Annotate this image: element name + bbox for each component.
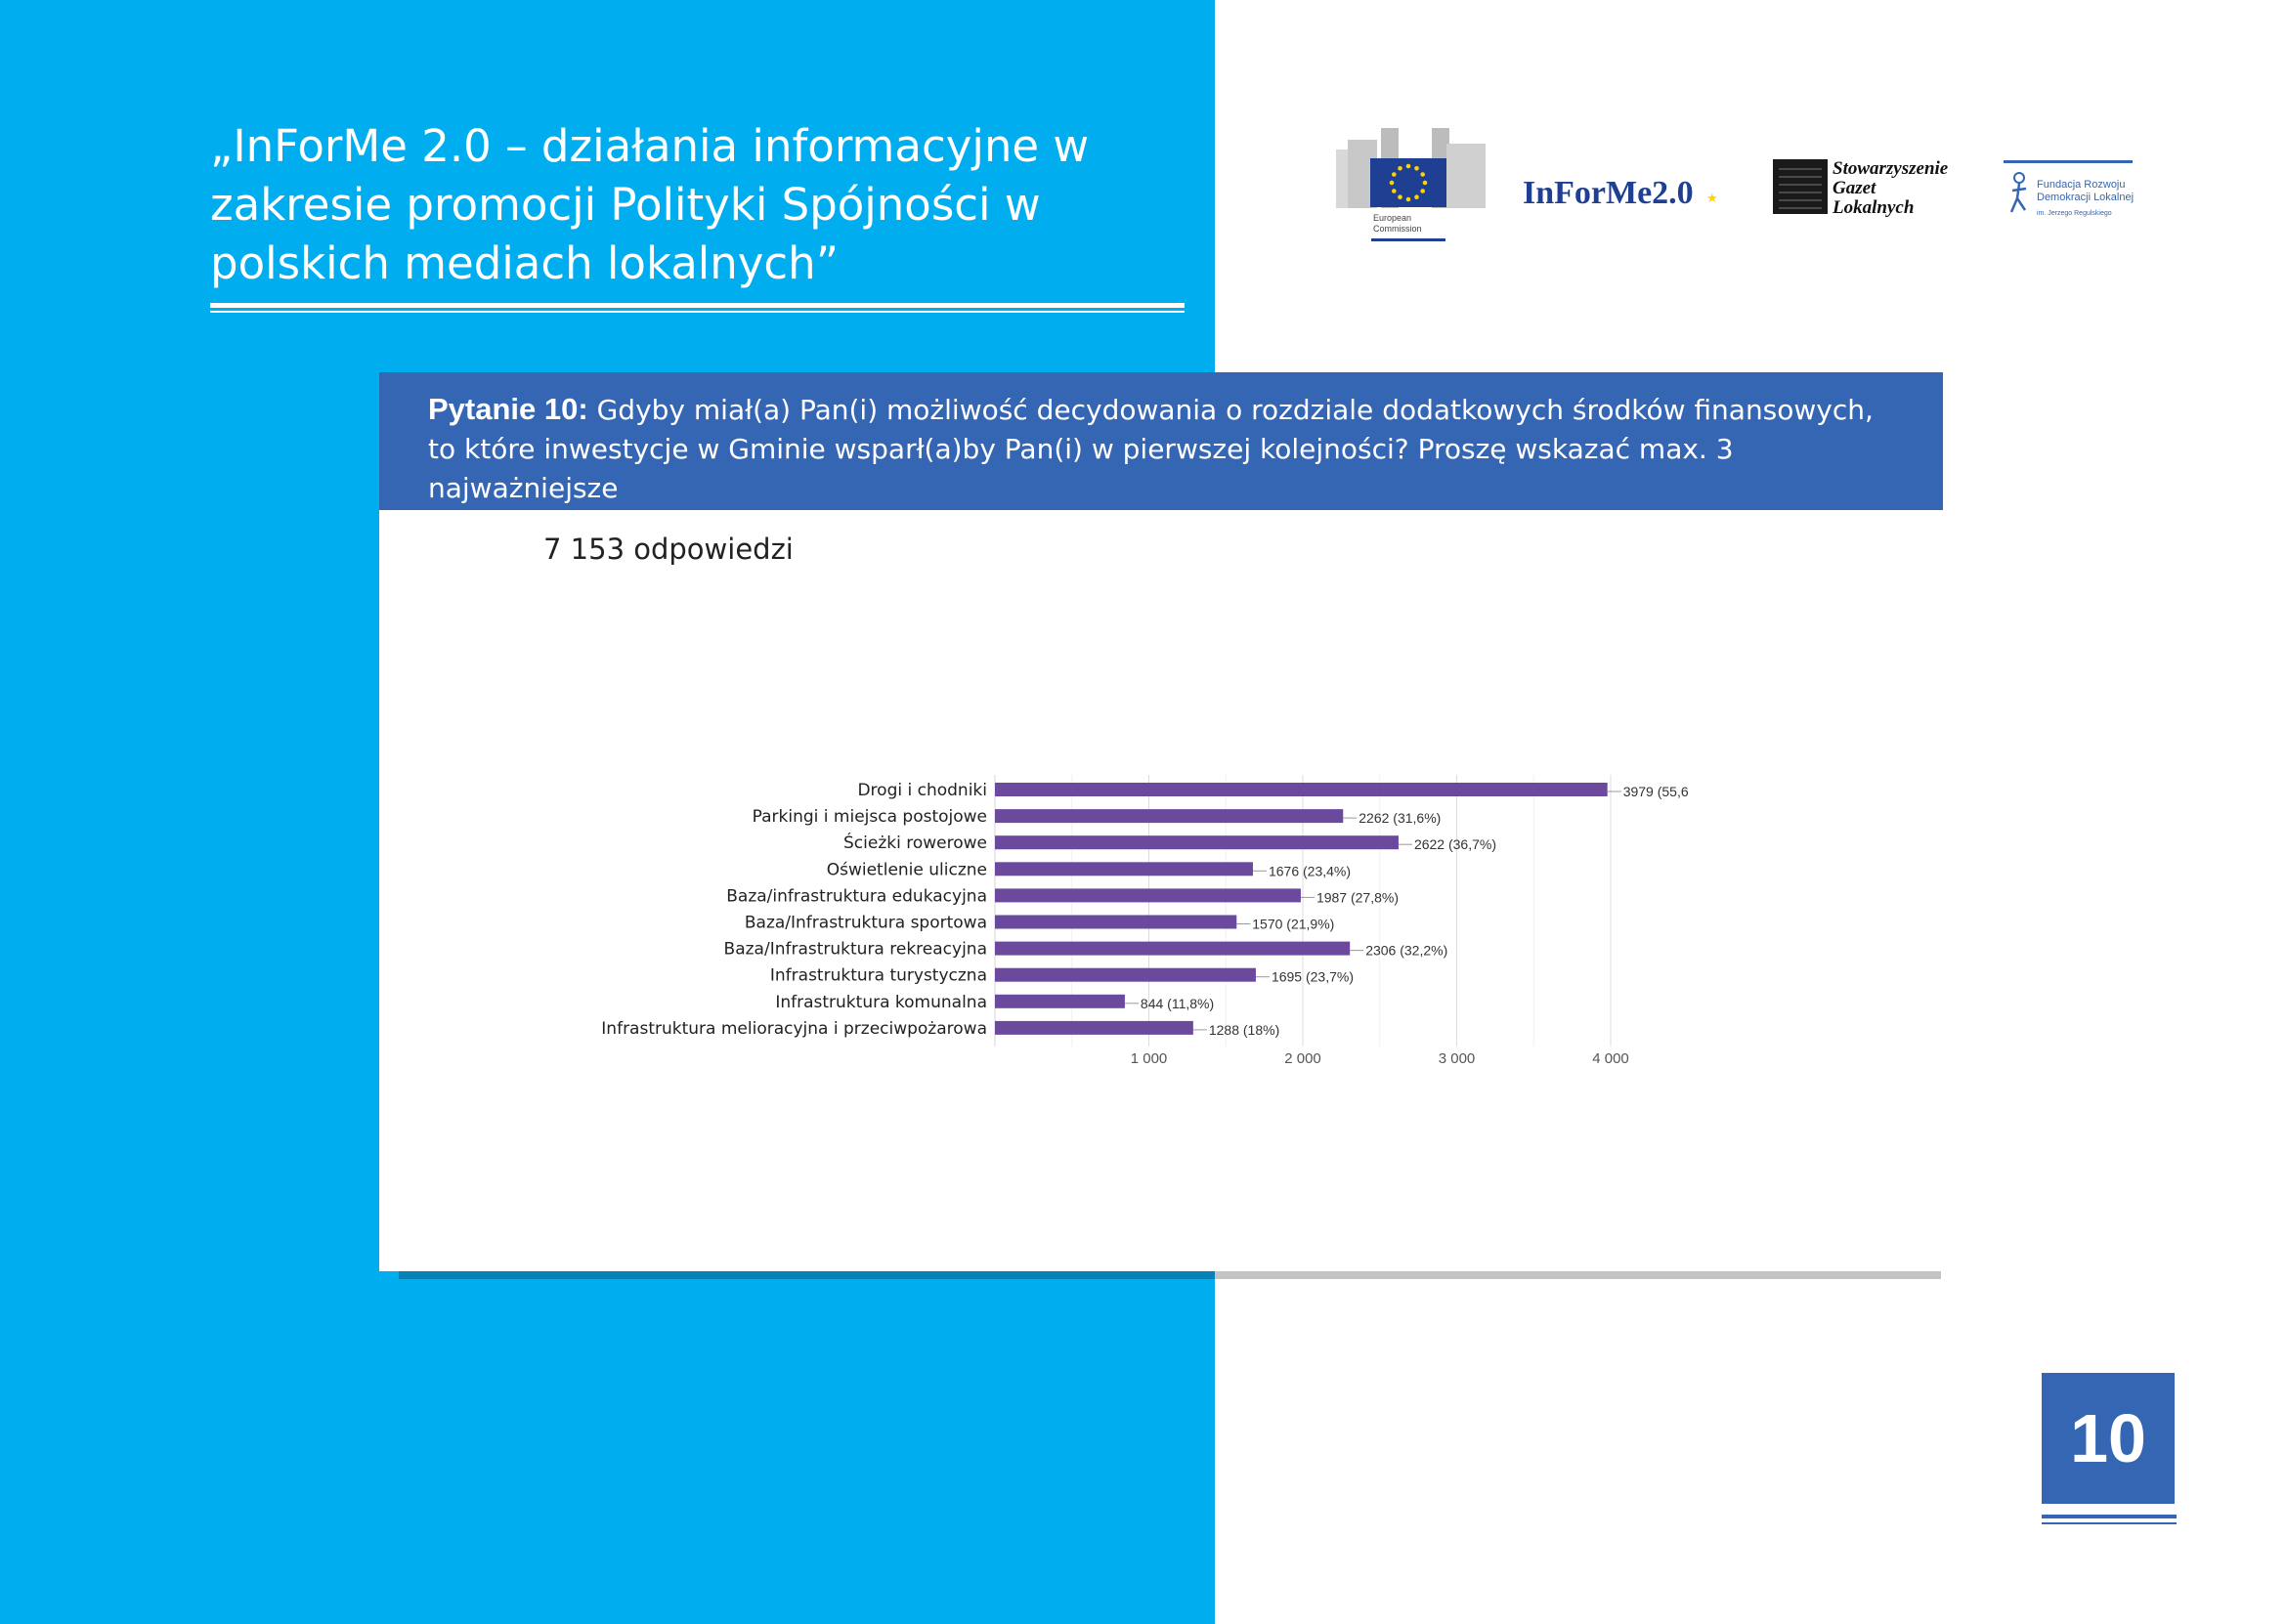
svg-text:im. Jerzego Regulskiego: im. Jerzego Regulskiego: [2037, 210, 2112, 217]
svg-text:Stowarzyszenie: Stowarzyszenie: [1833, 158, 1949, 179]
eu-star: [1406, 197, 1411, 202]
chart-data-label: 1288 (18%): [1208, 1021, 1280, 1038]
european-commission-logo: [1336, 128, 1486, 241]
response-count: 7 153 odpowiedzi: [543, 533, 794, 566]
chart-category-label: Ścieżki rowerowe: [843, 833, 987, 854]
chart-tick-label: 2 000: [1284, 1049, 1321, 1067]
title-underline-thin: [210, 311, 1185, 313]
chart-data-label: 1987 (27,8%): [1316, 889, 1400, 906]
chart-bar: [995, 968, 1256, 982]
chart-data-label: 2262 (31,6%): [1359, 810, 1442, 827]
chart-bar: [995, 1021, 1193, 1035]
question-text: Gdyby miał(a) Pan(i) możliwość decydowania o rozdziale dodatkowych środków finansowych, to które inwestycje w Gminie wsparł(a)by Pan(i) w pierwszej kolejności? Proszę wskazać max. 3 najważniejsze: [428, 394, 1874, 504]
title-underline: [210, 303, 1185, 308]
chart-bar: [995, 916, 1236, 929]
chart-tick-label: 1 000: [1130, 1049, 1168, 1067]
chart-bar: [995, 835, 1399, 849]
page-number-underline: [2042, 1515, 2177, 1518]
chart-category-label: Baza/infrastruktura edukacyjna: [726, 886, 987, 907]
chart-data-label: 844 (11,8%): [1140, 995, 1215, 1011]
question-card: [379, 372, 1943, 1271]
chart-category-label: Infrastruktura turystyczna: [769, 965, 987, 986]
chart-data-label: 1695 (23,7%): [1271, 968, 1355, 985]
chart-category-label: Baza/Infrastruktura sportowa: [744, 913, 987, 933]
frdl-logo: [2004, 160, 2134, 217]
chart-tick-label: 4 000: [1592, 1049, 1629, 1067]
eu-star: [1392, 189, 1397, 193]
eu-star: [1423, 181, 1428, 186]
eu-star: [1406, 164, 1411, 169]
svg-text:Gazet: Gazet: [1833, 178, 1876, 198]
person-icon: [2014, 173, 2024, 183]
chart-category-label: Baza/Infrastruktura rekreacyjna: [723, 939, 987, 960]
chart-category-label: Drogi i chodniki: [857, 781, 987, 800]
eu-star: [1420, 172, 1425, 177]
chart-tick-label: 3 000: [1438, 1049, 1476, 1067]
chart-data-label: 1676 (23,4%): [1268, 863, 1352, 879]
ec-caption-line1: European: [1373, 213, 1412, 223]
eu-star: [1390, 181, 1395, 186]
eu-star: [1398, 166, 1402, 171]
page-title: „InForMe 2.0 – działania informacyjne w zakresie promocji Polityki Spójności w polskich mediach lokalnych”: [210, 120, 1090, 289]
chart-bar: [995, 888, 1301, 902]
page-number-underline-thin: [2042, 1522, 2177, 1524]
page-number: 10: [2042, 1373, 2175, 1504]
bar-chart: [379, 665, 1943, 1095]
question-header: [379, 372, 1943, 510]
svg-text:Demokracji Lokalnej: Demokracji Lokalnej: [2037, 192, 2135, 203]
card-shadow-right: [1215, 1271, 1941, 1279]
chart-category-label: Infrastruktura melioracyjna i przeciwpożarowa: [601, 1018, 987, 1039]
chart-bar: [995, 783, 1608, 796]
chart-data-label: 3979 (55,6: [1622, 784, 1689, 799]
eu-star: [1398, 194, 1402, 199]
eu-star: [1414, 166, 1419, 171]
eu-star: [1392, 172, 1397, 177]
card-shadow: [399, 1271, 1215, 1279]
chart-data-label: 2306 (32,2%): [1365, 942, 1448, 959]
chart-data-label: 2622 (36,7%): [1413, 836, 1497, 853]
ec-caption-line2: Commission: [1373, 224, 1422, 234]
eu-star: [1414, 194, 1419, 199]
chart-category-label: Parkingi i miejsca postojowe: [752, 807, 987, 828]
svg-text:Lokalnych: Lokalnych: [1833, 197, 1915, 218]
chart-bar: [995, 995, 1125, 1008]
star-icon: ★: [1706, 192, 1718, 206]
partner-logos: [1334, 122, 2155, 249]
eu-star: [1420, 189, 1425, 193]
sgl-logo: [1773, 158, 1949, 218]
chart-data-label: 1570 (21,9%): [1252, 916, 1335, 932]
question-label: Pytanie 10:: [428, 392, 588, 426]
informe-logo: InForMe2.0: [1523, 175, 1694, 211]
chart-bar: [995, 809, 1343, 823]
chart-category-label: Oświetlenie uliczne: [826, 860, 987, 880]
chart-category-label: Infrastruktura komunalna: [775, 992, 987, 1012]
svg-text:Fundacja Rozwoju: Fundacja Rozwoju: [2037, 179, 2126, 191]
chart-bar: [995, 942, 1350, 956]
chart-bar: [995, 862, 1253, 876]
